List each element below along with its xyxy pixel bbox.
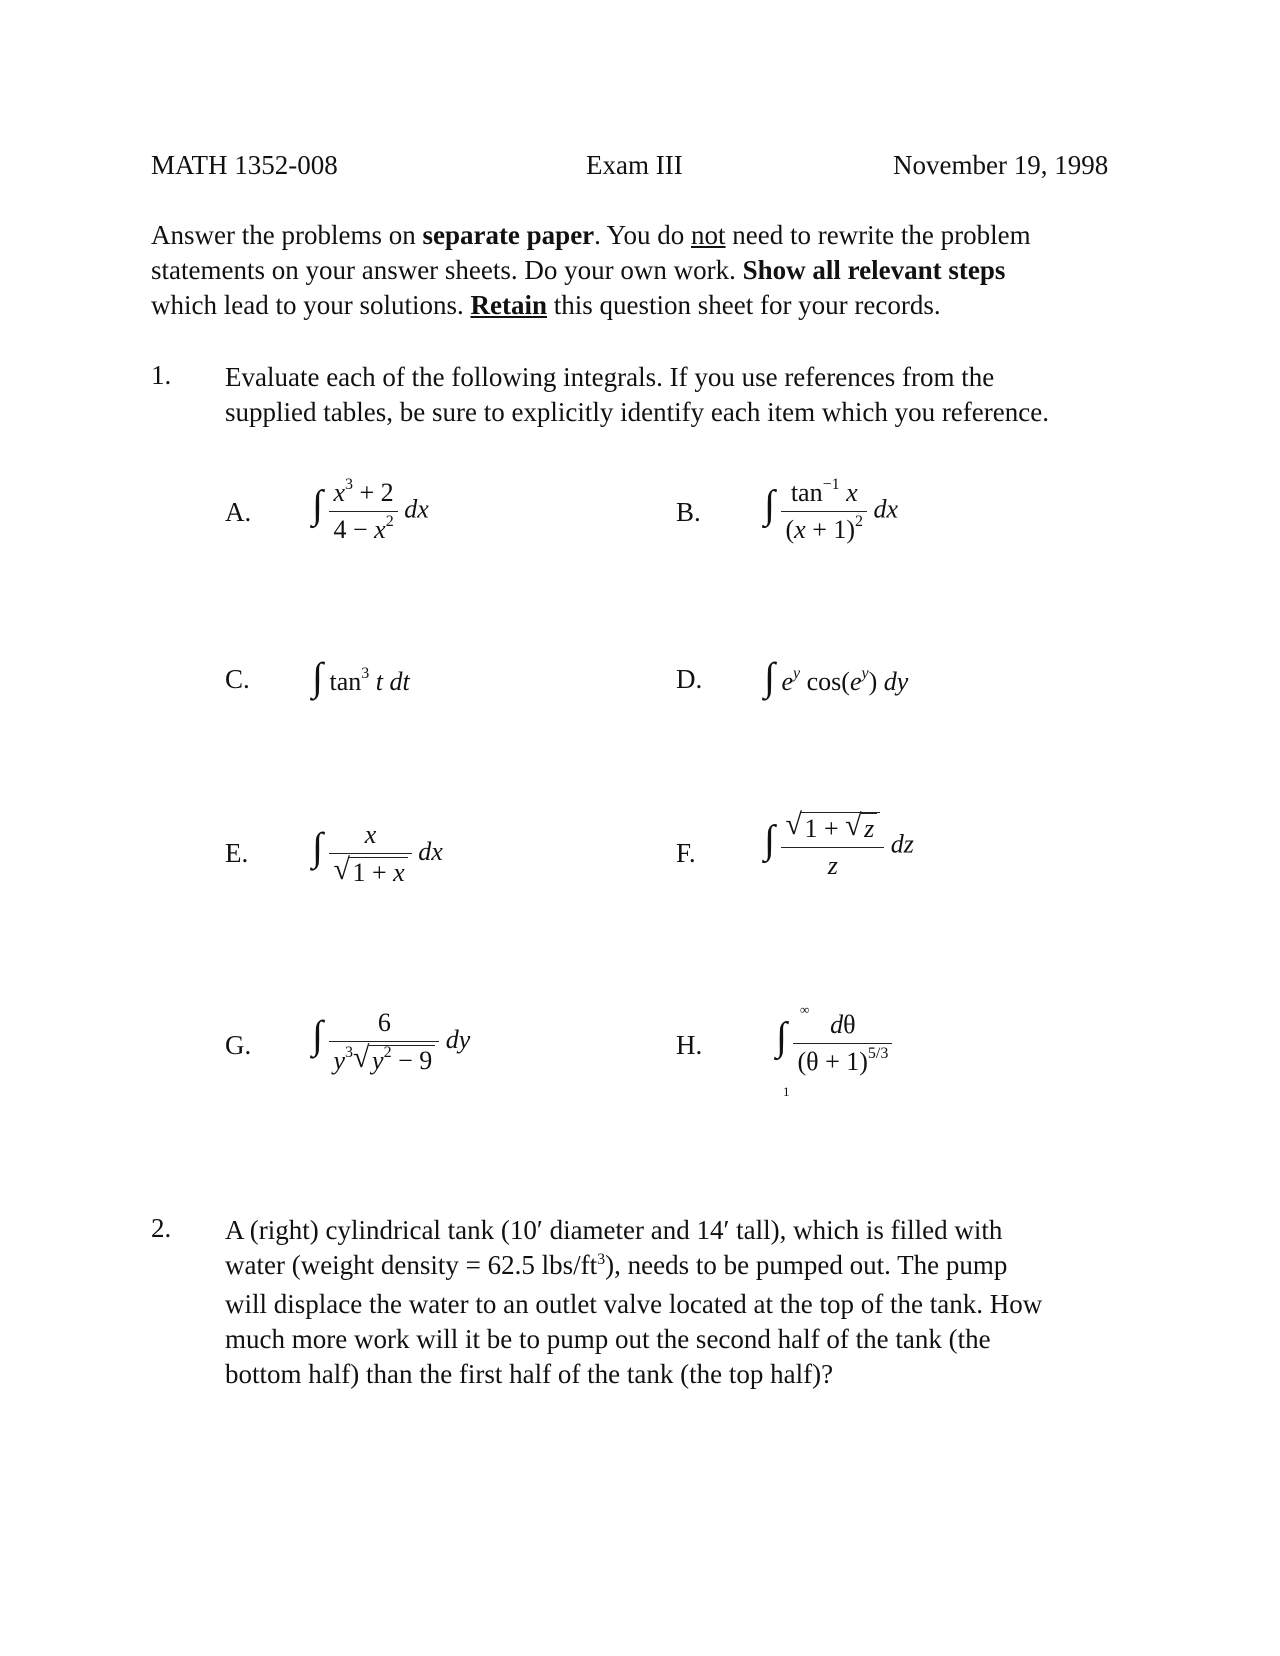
- integral-h-upper-limit: ∞: [800, 1002, 810, 1017]
- instructions: Answer the problems on separate paper. You do not need to rewrite the problem statements on your answer sheets. Do your own work. Show all relevant steps which lead to your solutions. Retain this question sheet for your records.: [151, 220, 1031, 320]
- part-g-label: G.: [225, 1030, 252, 1060]
- integral-c: ∫ $\tan^3 t$ dt: [312, 654, 410, 699]
- integral-h: ∫ $\frac{d\theta}{(\theta + 1)^{5/3}}$: [776, 1010, 892, 1077]
- problem-2-statement: A (right) cylindrical tank (10′ diameter and 14′ tall), which is filled with water (weight density = 62.5 lbs/$ft^3$), needs to be pumped out. The pump will displace the water to an outlet valve located at the top of the tank. How much more work will it be to pump out the second half of the tank (the bottom half) than the first half of the tank (the top half)?: [225, 1215, 1043, 1389]
- integral-h-lower-limit: 1: [783, 1084, 790, 1099]
- integral-b: ∫ $\frac{\tan^{-1} x}{(x + 1)^2}$ dx: [764, 476, 899, 544]
- problem-2-number: 2.: [151, 1213, 172, 1243]
- part-e-label: E.: [225, 838, 249, 868]
- problem-1-number: 1.: [151, 360, 172, 390]
- integral-e: ∫ x √ 1 + x dx: [312, 820, 443, 887]
- part-b-label: B.: [676, 497, 701, 527]
- course-number: MATH 1352-008: [151, 150, 338, 180]
- part-d-label: D.: [676, 664, 703, 694]
- integral-g: ∫ 6 $y^3$ √ $y^2 - 9$ dy: [312, 1008, 471, 1075]
- integral-a: ∫ $\frac{x^3 + 2}{4 - x^2}$ dx: [312, 476, 429, 544]
- integral-d: ∫ $e^y$ $\cos(e^y)$ dy: [764, 654, 909, 699]
- integral-f: ∫ √ 1 + √ z z dz: [764, 808, 914, 880]
- exam-title: Exam III: [586, 150, 683, 180]
- exam-date: November 19, 1998: [893, 150, 1109, 180]
- part-f-label: F.: [676, 838, 696, 868]
- problem-1-statement: Evaluate each of the following integrals. If you use references from the supplied tables, be sure to explicitly identify each item which you reference.: [225, 362, 1049, 427]
- part-h-label: H.: [676, 1030, 703, 1060]
- part-c-label: C.: [225, 664, 250, 694]
- part-a-label: A.: [225, 497, 252, 527]
